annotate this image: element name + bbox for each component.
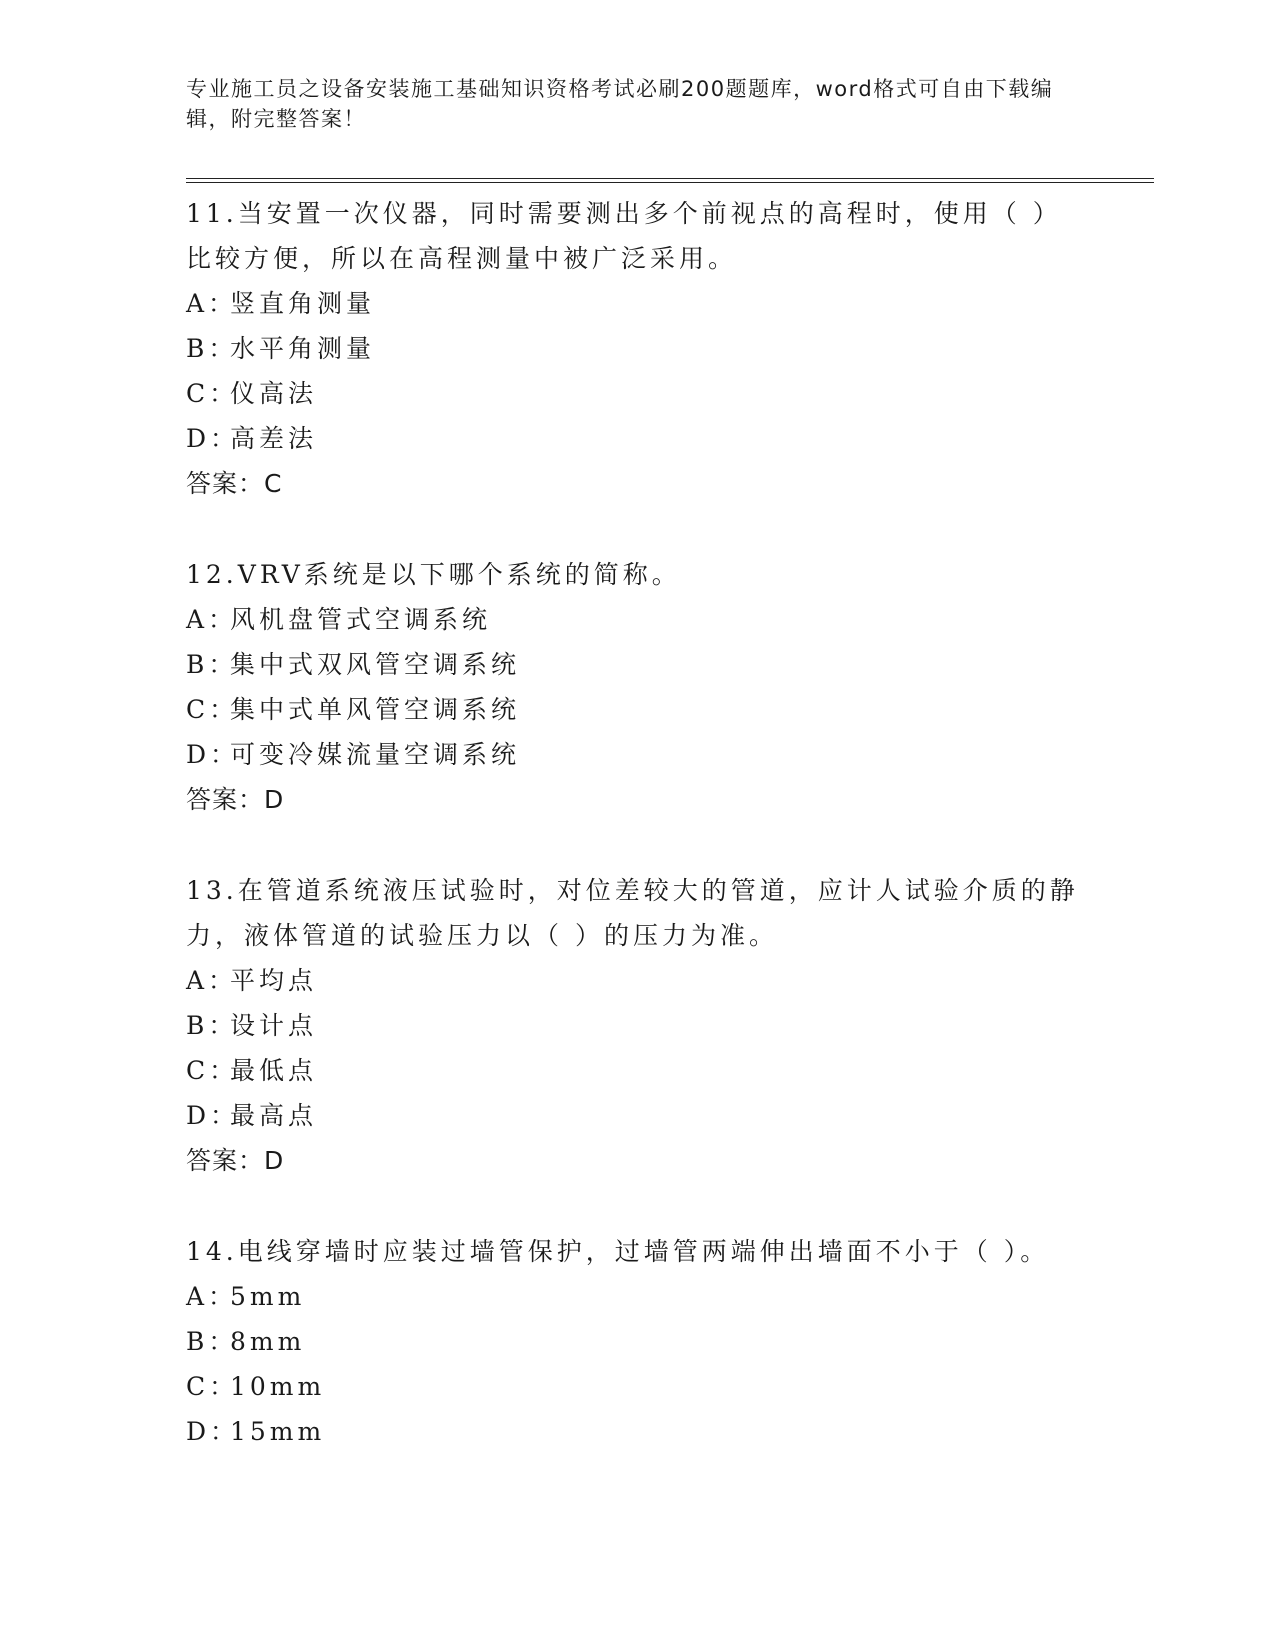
option-text: 最低点: [230, 1056, 318, 1085]
option-c: [186, 1364, 1154, 1409]
answer-value: C: [264, 469, 283, 498]
option-text: 高差法: [230, 424, 318, 453]
answer-label: 答案：: [186, 785, 265, 814]
option-b: [186, 1003, 1154, 1048]
option-letter: B：: [186, 1011, 238, 1040]
option-letter: A：: [186, 289, 238, 318]
option-text: 竖直角测量: [230, 289, 376, 318]
option-d: [186, 732, 1154, 777]
answer-label: 答案：: [186, 1146, 265, 1175]
option-letter: D：: [186, 1101, 240, 1130]
option-letter: D：: [186, 1417, 240, 1446]
option-letter: A：: [186, 1282, 238, 1311]
header-divider: [186, 178, 1154, 183]
question-14: [186, 1229, 1154, 1454]
option-a: [186, 597, 1154, 642]
option-a: [186, 958, 1154, 1003]
option-letter: D：: [186, 424, 240, 453]
answer-value: D: [264, 1146, 285, 1175]
option-a: [186, 1274, 1154, 1319]
option-text: 仪高法: [230, 379, 318, 408]
option-d: [186, 1093, 1154, 1138]
option-text: 10mm: [230, 1372, 326, 1401]
option-text: 风机盘管式空调系统: [230, 605, 492, 634]
answer-label: 答案：: [186, 469, 265, 498]
option-text: 最高点: [230, 1101, 318, 1130]
option-c: [186, 687, 1154, 732]
option-letter: A：: [186, 966, 238, 995]
answer-line: [186, 777, 1154, 822]
option-b: [186, 326, 1154, 371]
question-list: [186, 191, 1154, 1500]
option-text: 8mm: [230, 1327, 306, 1356]
option-text: 平均点: [230, 966, 318, 995]
option-letter: C：: [186, 379, 239, 408]
option-text: 5mm: [230, 1282, 306, 1311]
document-header: 专业施工员之设备安装施工基础知识资格考试必刷200题题库，word格式可自由下载编辑，附完整答案！: [186, 77, 1054, 131]
question-stem: 13.在管道系统液压试验时，对位差较大的管道，应计人试验介质的静力，液体管道的试验压力以（ ）的压力为准。: [186, 876, 1079, 950]
option-letter: B：: [186, 1327, 238, 1356]
option-text: 可变冷媒流量空调系统: [230, 740, 521, 769]
question-stem: 14.电线穿墙时应装过墙管保护，过墙管两端伸出墙面不小于（ ）。: [186, 1237, 1050, 1266]
option-c: [186, 371, 1154, 416]
option-letter: D：: [186, 740, 240, 769]
option-b: [186, 1319, 1154, 1364]
option-text: 集中式双风管空调系统: [230, 650, 521, 679]
answer-line: [186, 1138, 1154, 1183]
option-letter: B：: [186, 334, 238, 363]
option-letter: B：: [186, 650, 238, 679]
question-stem: 11.当安置一次仪器，同时需要测出多个前视点的高程时，使用（ ）比较方便，所以在高程测量中被广泛采用。: [186, 199, 1062, 273]
option-text: 水平角测量: [230, 334, 376, 363]
question-stem: 12.VRV系统是以下哪个系统的简称。: [186, 560, 681, 589]
option-a: [186, 281, 1154, 326]
option-text: 设计点: [230, 1011, 318, 1040]
option-letter: C：: [186, 1056, 239, 1085]
answer-value: D: [264, 785, 285, 814]
option-d: [186, 1409, 1154, 1454]
question-12: [186, 552, 1154, 822]
question-13: [186, 868, 1154, 1183]
option-letter: C：: [186, 1372, 239, 1401]
question-11: [186, 191, 1154, 506]
answer-line: [186, 461, 1154, 506]
option-c: [186, 1048, 1154, 1093]
document-page: [186, 0, 1154, 1650]
option-text: 集中式单风管空调系统: [230, 695, 521, 724]
option-letter: C：: [186, 695, 239, 724]
option-letter: A：: [186, 605, 238, 634]
option-d: [186, 416, 1154, 461]
option-text: 15mm: [230, 1417, 326, 1446]
option-b: [186, 642, 1154, 687]
